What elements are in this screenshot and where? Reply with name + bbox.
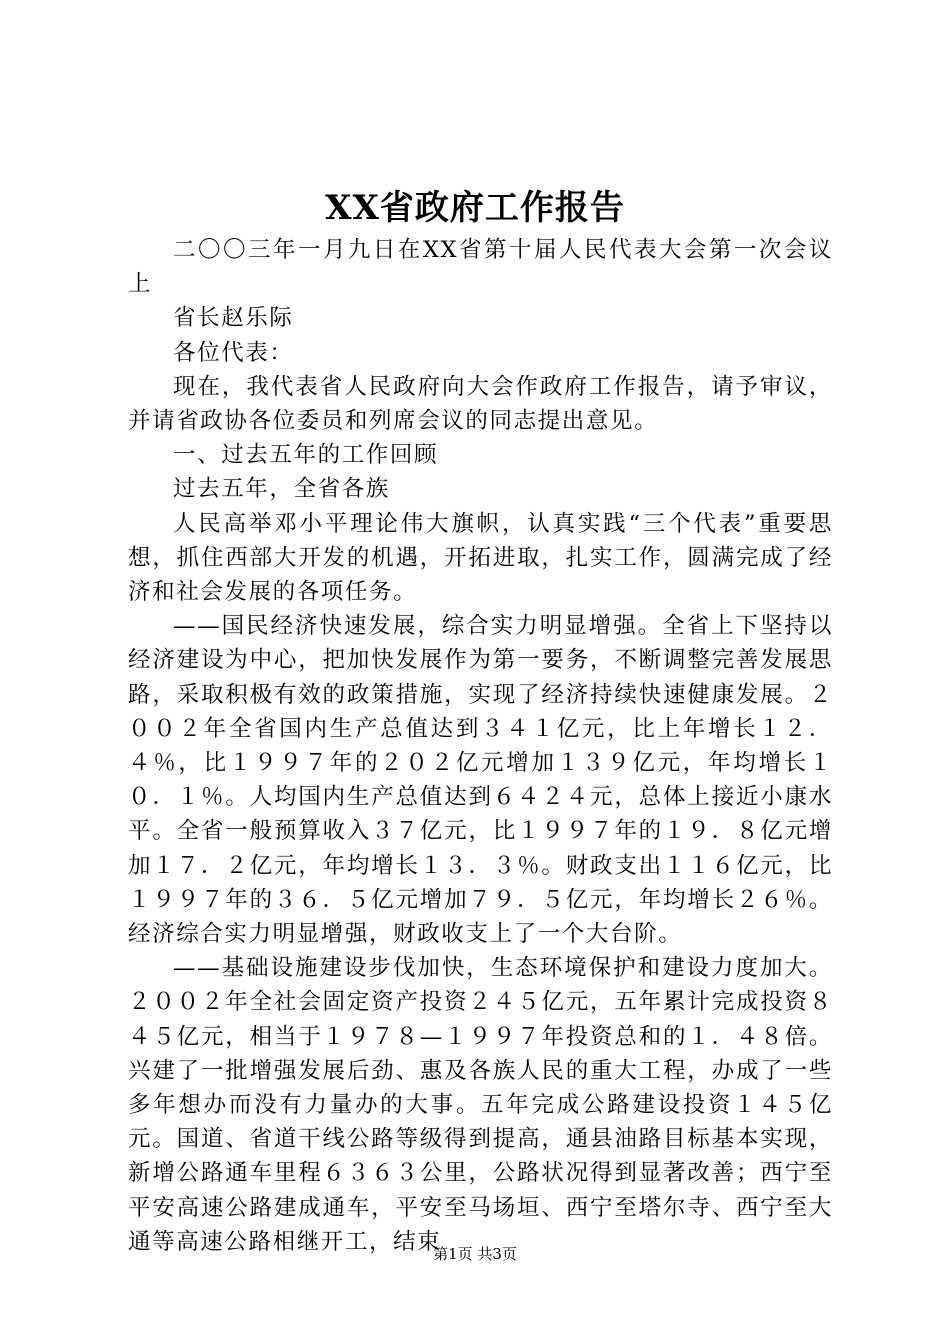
paragraph-infrastructure: ——基础设施建设步伐加快，生态环境保护和建设力度加大。２００２年全社会固定资产投资２４５亿元，五年累计完成投资８４５亿元，相当于１９７８—１９９７年投资总和的１．４８倍。兴建了一批增强发展后劲、惠及各族人民的重大工程，办成了一些多年想办而没有力量办的大事。五年完成公路建设投资１４５亿元。国道、省道干线公路等级得到提高，通县油路目标基本实现，新增公路通车里程６３６３公里，公路状况得到显著改善；西宁至平安高速公路建成通车，平安至马场垣、西宁至塔尔寺、西宁至大通等高速公路相继开工，结束: [128, 955, 833, 1255]
section-heading: 一、过去五年的工作回顾: [173, 442, 439, 469]
page-footer: 第1页 共3页: [433, 1245, 517, 1263]
paragraph-salutation: 各位代表：: [173, 339, 294, 366]
document-title: XX省政府工作报告: [325, 188, 625, 228]
paragraph-past-five-years: 过去五年，全省各族: [173, 476, 390, 503]
document-body: [128, 233, 833, 1259]
paragraph-achievements: 人民高举邓小平理论伟大旗帜，认真实践“三个代表”重要思想，抓住西部大开发的机遇，开拓进取，扎实工作，圆满完成了经济和社会发展的各项任务。: [128, 510, 833, 606]
paragraph-speaker: 省长赵乐际: [173, 305, 294, 332]
paragraph-economy: ——国民经济快速发展，综合实力明显增强。全省上下坚持以经济建设为中心，把加快发展作为第一要务，不断调整完善发展思路，采取积极有效的政策措施，实现了经济持续快速健康发展。２００２年全省国内生产总值达到３４１亿元，比上年增长１２．４％，比１９９７年的２０２亿元增加１３９亿元，年均增长１０．１％。人均国内生产总值达到６４２４元，总体上接近小康水平。全省一般预算收入３７亿元，比１９９７年的１９．８亿元增加１７．２亿元，年均增长１３．３％。财政支出１１６亿元，比１９９７年的３６．５亿元增加７９．５亿元，年均增长２６％。经济综合实力明显增强，财政收支上了一个大台阶。: [128, 613, 833, 948]
paragraph-date-venue: 二〇〇三年一月九日在XX省第十届人民代表大会第一次会议上: [128, 237, 833, 298]
paragraph-intro: 现在，我代表省人民政府向大会作政府工作报告，请予审议，并请省政协各位委员和列席会议的同志提出意见。: [128, 373, 833, 435]
